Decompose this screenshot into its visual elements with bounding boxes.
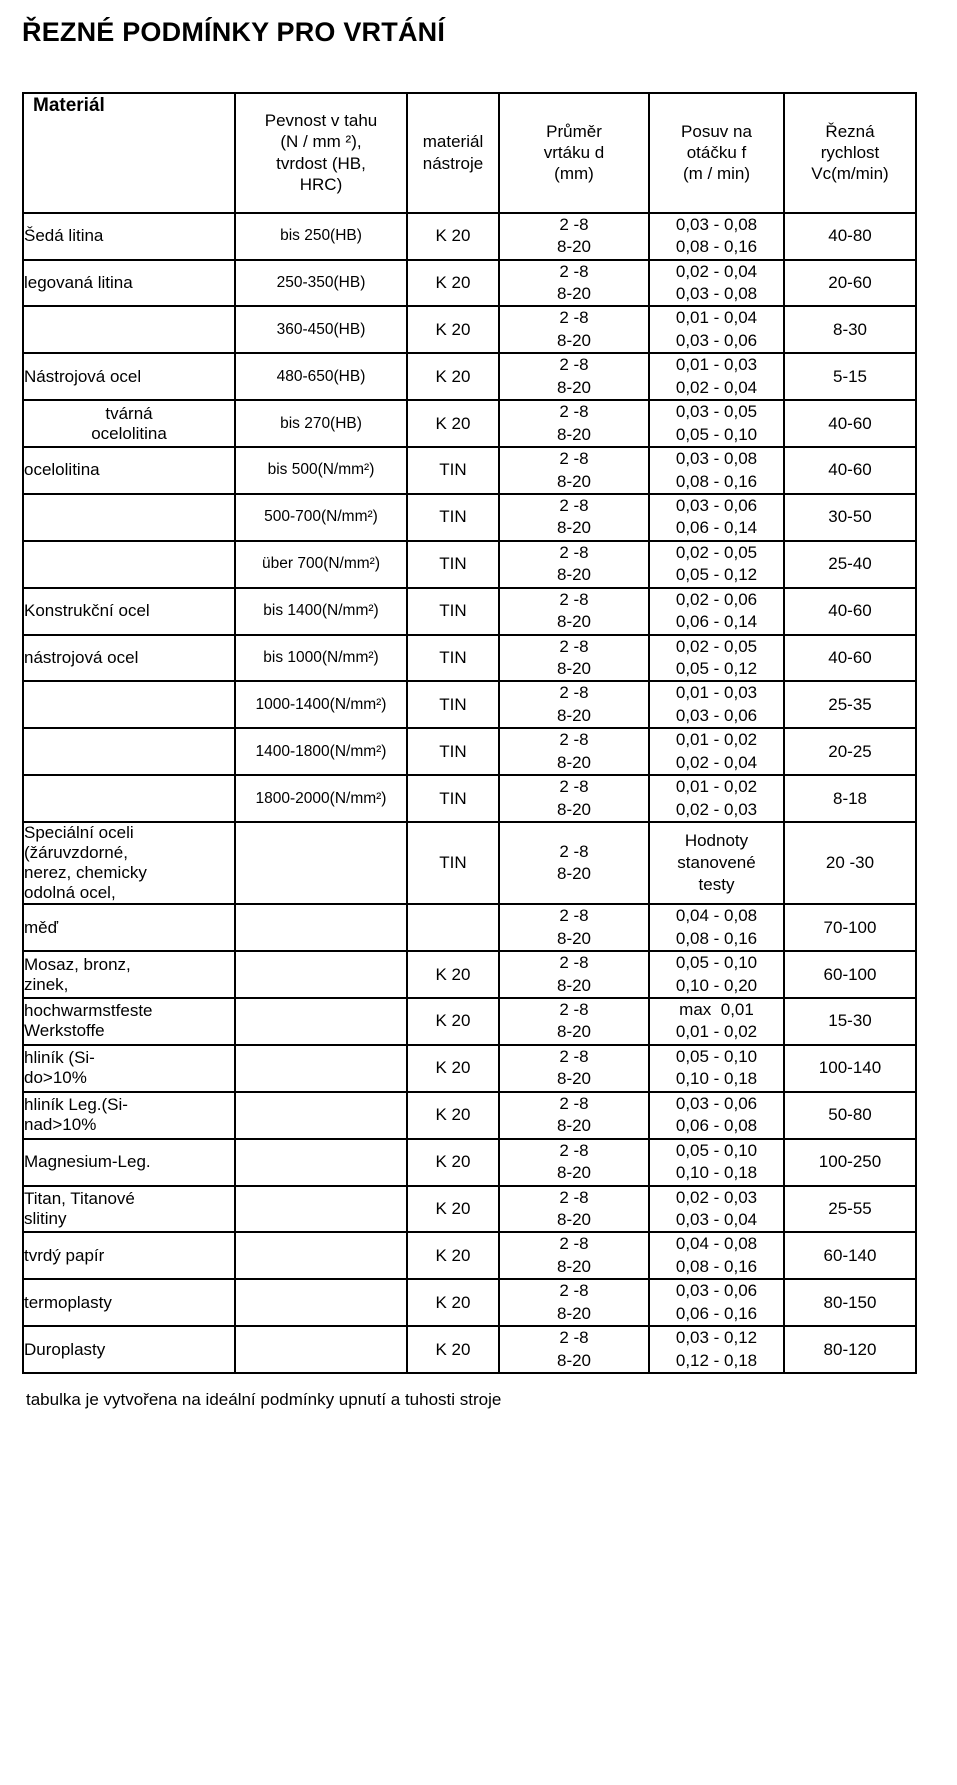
cell-diameter: 2 -8 8-20 xyxy=(499,306,649,353)
cell-tool-material: K 20 xyxy=(407,213,499,260)
column-header-diameter-line-1: Průměr xyxy=(546,121,602,141)
cell-strength: bis 270(HB) xyxy=(235,400,407,447)
table-row xyxy=(23,904,916,951)
cell-material: termoplasty xyxy=(23,1279,235,1326)
cell-material: Konstrukční ocel xyxy=(23,588,235,635)
column-header-speed-line-3: Vc(m/min) xyxy=(811,164,889,184)
cell-tool-material: K 20 xyxy=(407,1139,499,1186)
cell-tool-material: K 20 xyxy=(407,306,499,353)
column-header-speed-line-2: rychlost xyxy=(820,143,880,163)
cell-speed: 70-100 xyxy=(784,904,916,951)
cell-feed: 0,03 - 0,05 0,05 - 0,10 xyxy=(649,400,784,447)
cell-speed: 100-140 xyxy=(784,1045,916,1092)
cell-diameter: 2 -8 8-20 xyxy=(499,1139,649,1186)
cell-speed: 100-250 xyxy=(784,1139,916,1186)
cell-strength: 250-350(HB) xyxy=(235,260,407,307)
cell-feed: 0,02 - 0,05 0,05 - 0,12 xyxy=(649,541,784,588)
cell-strength: über 700(N/mm²) xyxy=(235,541,407,588)
table-row xyxy=(23,306,916,353)
cell-material xyxy=(23,681,235,728)
table-row xyxy=(23,822,916,904)
cell-feed: 0,02 - 0,04 0,03 - 0,08 xyxy=(649,260,784,307)
cell-feed: 0,05 - 0,10 0,10 - 0,18 xyxy=(649,1045,784,1092)
cell-speed: 80-120 xyxy=(784,1326,916,1373)
cell-speed: 8-18 xyxy=(784,775,916,822)
cell-tool-material: K 20 xyxy=(407,353,499,400)
cell-speed: 30-50 xyxy=(784,494,916,541)
table-row xyxy=(23,541,916,588)
cell-material: Mosaz, bronz, zinek, xyxy=(23,951,235,998)
cell-tool-material: TIN xyxy=(407,681,499,728)
cell-strength: 480-650(HB) xyxy=(235,353,407,400)
cell-material: legovaná litina xyxy=(23,260,235,307)
cell-feed: 0,03 - 0,08 0,08 - 0,16 xyxy=(649,447,784,494)
cell-strength xyxy=(235,1186,407,1233)
cell-tool-material: TIN xyxy=(407,494,499,541)
cell-diameter: 2 -8 8-20 xyxy=(499,1279,649,1326)
cell-diameter: 2 -8 8-20 xyxy=(499,1326,649,1373)
cell-material: hliník Leg.(Si- nad>10% xyxy=(23,1092,235,1139)
cell-feed: 0,05 - 0,10 0,10 - 0,20 xyxy=(649,951,784,998)
cell-tool-material: K 20 xyxy=(407,1092,499,1139)
cell-material xyxy=(23,728,235,775)
table-row xyxy=(23,260,916,307)
cell-diameter: 2 -8 8-20 xyxy=(499,1232,649,1279)
cell-tool-material: TIN xyxy=(407,775,499,822)
table-row xyxy=(23,728,916,775)
cell-material: Šedá litina xyxy=(23,213,235,260)
cell-speed: 40-60 xyxy=(784,400,916,447)
cell-material xyxy=(23,306,235,353)
cell-strength: 1000-1400(N/mm²) xyxy=(235,681,407,728)
cell-strength: bis 1000(N/mm²) xyxy=(235,635,407,682)
cell-diameter: 2 -8 8-20 xyxy=(499,728,649,775)
cell-tool-material: TIN xyxy=(407,728,499,775)
cell-material: tvrdý papír xyxy=(23,1232,235,1279)
column-header-strength-line-2: (N / mm ²), xyxy=(280,132,362,152)
cutting-conditions-table xyxy=(22,92,917,1374)
cell-material: Titan, Titanové slitiny xyxy=(23,1186,235,1233)
cell-speed: 40-60 xyxy=(784,588,916,635)
cell-tool-material: K 20 xyxy=(407,1045,499,1092)
cell-diameter: 2 -8 8-20 xyxy=(499,681,649,728)
table-row xyxy=(23,1139,916,1186)
table-row xyxy=(23,1326,916,1373)
cell-feed: 0,05 - 0,10 0,10 - 0,18 xyxy=(649,1139,784,1186)
cell-diameter: 2 -8 8-20 xyxy=(499,635,649,682)
cell-tool-material: TIN xyxy=(407,822,499,904)
cell-tool-material: TIN xyxy=(407,447,499,494)
cell-feed: 0,02 - 0,05 0,05 - 0,12 xyxy=(649,635,784,682)
cell-strength: bis 250(HB) xyxy=(235,213,407,260)
cell-speed: 25-35 xyxy=(784,681,916,728)
table-row xyxy=(23,353,916,400)
cell-speed: 20-25 xyxy=(784,728,916,775)
cell-material: Duroplasty xyxy=(23,1326,235,1373)
table-row xyxy=(23,1045,916,1092)
cell-feed: 0,03 - 0,12 0,12 - 0,18 xyxy=(649,1326,784,1373)
cell-strength: 1800-2000(N/mm²) xyxy=(235,775,407,822)
table-header-row xyxy=(23,93,916,213)
cell-speed: 60-140 xyxy=(784,1232,916,1279)
column-header-feed-line-2: otáčku f xyxy=(686,143,747,163)
cell-speed: 8-30 xyxy=(784,306,916,353)
cell-material: hochwarmstfeste Werkstoffe xyxy=(23,998,235,1045)
cell-tool-material: K 20 xyxy=(407,400,499,447)
table-row xyxy=(23,1279,916,1326)
cell-material: Speciální oceli (žáruvzdorné, nerez, chemicky odolná ocel, xyxy=(23,822,235,904)
cell-tool-material: K 20 xyxy=(407,998,499,1045)
cell-feed: 0,01 - 0,03 0,03 - 0,06 xyxy=(649,681,784,728)
table-row xyxy=(23,635,916,682)
cell-material: Magnesium-Leg. xyxy=(23,1139,235,1186)
cell-feed: 0,02 - 0,03 0,03 - 0,04 xyxy=(649,1186,784,1233)
cell-diameter: 2 -8 8-20 xyxy=(499,1092,649,1139)
table-row xyxy=(23,1092,916,1139)
cell-tool-material: K 20 xyxy=(407,951,499,998)
table-row xyxy=(23,400,916,447)
column-header-tool-material xyxy=(407,93,499,213)
cell-feed: 0,03 - 0,06 0,06 - 0,14 xyxy=(649,494,784,541)
cell-feed: 0,03 - 0,08 0,08 - 0,16 xyxy=(649,213,784,260)
cell-feed: 0,01 - 0,02 0,02 - 0,03 xyxy=(649,775,784,822)
cell-feed: 0,03 - 0,06 0,06 - 0,08 xyxy=(649,1092,784,1139)
cell-tool-material: TIN xyxy=(407,541,499,588)
table-footnote: tabulka je vytvořena na ideální podmínky upnutí a tuhosti stroje xyxy=(26,1390,502,1409)
cell-diameter: 2 -8 8-20 xyxy=(499,494,649,541)
table-row xyxy=(23,447,916,494)
cell-strength xyxy=(235,1279,407,1326)
cell-speed: 5-15 xyxy=(784,353,916,400)
cell-speed: 15-30 xyxy=(784,998,916,1045)
cell-diameter: 2 -8 8-20 xyxy=(499,447,649,494)
column-header-speed-line-1: Řezná xyxy=(825,121,875,141)
table-row xyxy=(23,1186,916,1233)
table-row xyxy=(23,1232,916,1279)
cell-strength xyxy=(235,1139,407,1186)
cell-speed: 40-60 xyxy=(784,447,916,494)
column-header-feed-line-1: Posuv na xyxy=(681,121,752,141)
cell-strength: 500-700(N/mm²) xyxy=(235,494,407,541)
cell-tool-material: TIN xyxy=(407,588,499,635)
cell-feed: 0,01 - 0,04 0,03 - 0,06 xyxy=(649,306,784,353)
cell-strength: bis 1400(N/mm²) xyxy=(235,588,407,635)
cell-speed: 40-80 xyxy=(784,213,916,260)
cell-speed: 25-40 xyxy=(784,541,916,588)
cell-material: tvárná ocelolitina xyxy=(23,400,235,447)
cell-strength: 1400-1800(N/mm²) xyxy=(235,728,407,775)
cell-speed: 60-100 xyxy=(784,951,916,998)
table-body xyxy=(23,213,916,1373)
table-row xyxy=(23,494,916,541)
cell-speed: 20 -30 xyxy=(784,822,916,904)
page-title: ŘEZNÉ PODMÍNKY PRO VRTÁNÍ xyxy=(22,17,446,47)
table-row xyxy=(23,213,916,260)
cell-tool-material: K 20 xyxy=(407,1326,499,1373)
column-header-diameter xyxy=(499,93,649,213)
cell-diameter: 2 -8 8-20 xyxy=(499,588,649,635)
cell-diameter: 2 -8 8-20 xyxy=(499,951,649,998)
cell-speed: 25-55 xyxy=(784,1186,916,1233)
column-header-strength xyxy=(235,93,407,213)
cell-tool-material xyxy=(407,904,499,951)
column-header-strength-line-3: tvrdost (HB, xyxy=(276,153,366,173)
cell-tool-material: K 20 xyxy=(407,1279,499,1326)
cell-speed: 80-150 xyxy=(784,1279,916,1326)
table-row xyxy=(23,775,916,822)
cell-diameter: 2 -8 8-20 xyxy=(499,541,649,588)
cell-feed: 0,01 - 0,03 0,02 - 0,04 xyxy=(649,353,784,400)
cell-strength xyxy=(235,904,407,951)
table-row xyxy=(23,588,916,635)
cell-strength: bis 500(N/mm²) xyxy=(235,447,407,494)
cell-tool-material: K 20 xyxy=(407,260,499,307)
cell-feed: 0,02 - 0,06 0,06 - 0,14 xyxy=(649,588,784,635)
cell-material xyxy=(23,541,235,588)
cell-material: nástrojová ocel xyxy=(23,635,235,682)
cell-strength xyxy=(235,1045,407,1092)
column-header-diameter-line-3: (mm) xyxy=(554,164,594,184)
cell-diameter: 2 -8 8-20 xyxy=(499,1045,649,1092)
cell-diameter: 2 -8 8-20 xyxy=(499,1186,649,1233)
cell-speed: 40-60 xyxy=(784,635,916,682)
cell-tool-material: K 20 xyxy=(407,1186,499,1233)
column-header-tool-material-line-2: nástroje xyxy=(422,153,484,173)
cell-tool-material: TIN xyxy=(407,635,499,682)
cell-material xyxy=(23,775,235,822)
table-row xyxy=(23,681,916,728)
table-row xyxy=(23,951,916,998)
column-header-feed-line-3: (m / min) xyxy=(682,164,751,184)
cell-diameter: 2 -8 8-20 xyxy=(499,822,649,904)
cell-strength xyxy=(235,998,407,1045)
column-header-material xyxy=(23,93,235,213)
cell-material: měď xyxy=(23,904,235,951)
table-row xyxy=(23,998,916,1045)
column-header-material-line-1: Materiál xyxy=(33,94,105,116)
table-header xyxy=(23,93,916,213)
cell-strength xyxy=(235,1092,407,1139)
cell-diameter: 2 -8 8-20 xyxy=(499,353,649,400)
cell-material: hliník (Si- do>10% xyxy=(23,1045,235,1092)
column-header-diameter-line-2: vrtáku d xyxy=(543,143,605,163)
cell-feed: 0,01 - 0,02 0,02 - 0,04 xyxy=(649,728,784,775)
cell-strength xyxy=(235,822,407,904)
cell-feed: Hodnoty stanovené testy xyxy=(649,822,784,904)
cell-feed: 0,03 - 0,06 0,06 - 0,16 xyxy=(649,1279,784,1326)
cell-speed: 50-80 xyxy=(784,1092,916,1139)
cell-diameter: 2 -8 8-20 xyxy=(499,775,649,822)
cell-diameter: 2 -8 8-20 xyxy=(499,260,649,307)
cell-feed: 0,04 - 0,08 0,08 - 0,16 xyxy=(649,904,784,951)
cell-material: Nástrojová ocel xyxy=(23,353,235,400)
column-header-tool-material-line-1: materiál xyxy=(422,132,484,152)
column-header-feed xyxy=(649,93,784,213)
cell-strength: 360-450(HB) xyxy=(235,306,407,353)
cell-feed: max 0,01 0,01 - 0,02 xyxy=(649,998,784,1045)
cell-diameter: 2 -8 8-20 xyxy=(499,400,649,447)
cell-feed: 0,04 - 0,08 0,08 - 0,16 xyxy=(649,1232,784,1279)
cell-speed: 20-60 xyxy=(784,260,916,307)
column-header-strength-line-4: HRC) xyxy=(299,174,343,194)
cell-material: ocelolitina xyxy=(23,447,235,494)
cell-strength xyxy=(235,1326,407,1373)
cell-tool-material: K 20 xyxy=(407,1232,499,1279)
cell-diameter: 2 -8 8-20 xyxy=(499,213,649,260)
cell-strength xyxy=(235,951,407,998)
cell-material xyxy=(23,494,235,541)
cell-diameter: 2 -8 8-20 xyxy=(499,904,649,951)
column-header-strength-line-1: Pevnost v tahu xyxy=(264,111,378,131)
cell-strength xyxy=(235,1232,407,1279)
cell-diameter: 2 -8 8-20 xyxy=(499,998,649,1045)
column-header-speed xyxy=(784,93,916,213)
